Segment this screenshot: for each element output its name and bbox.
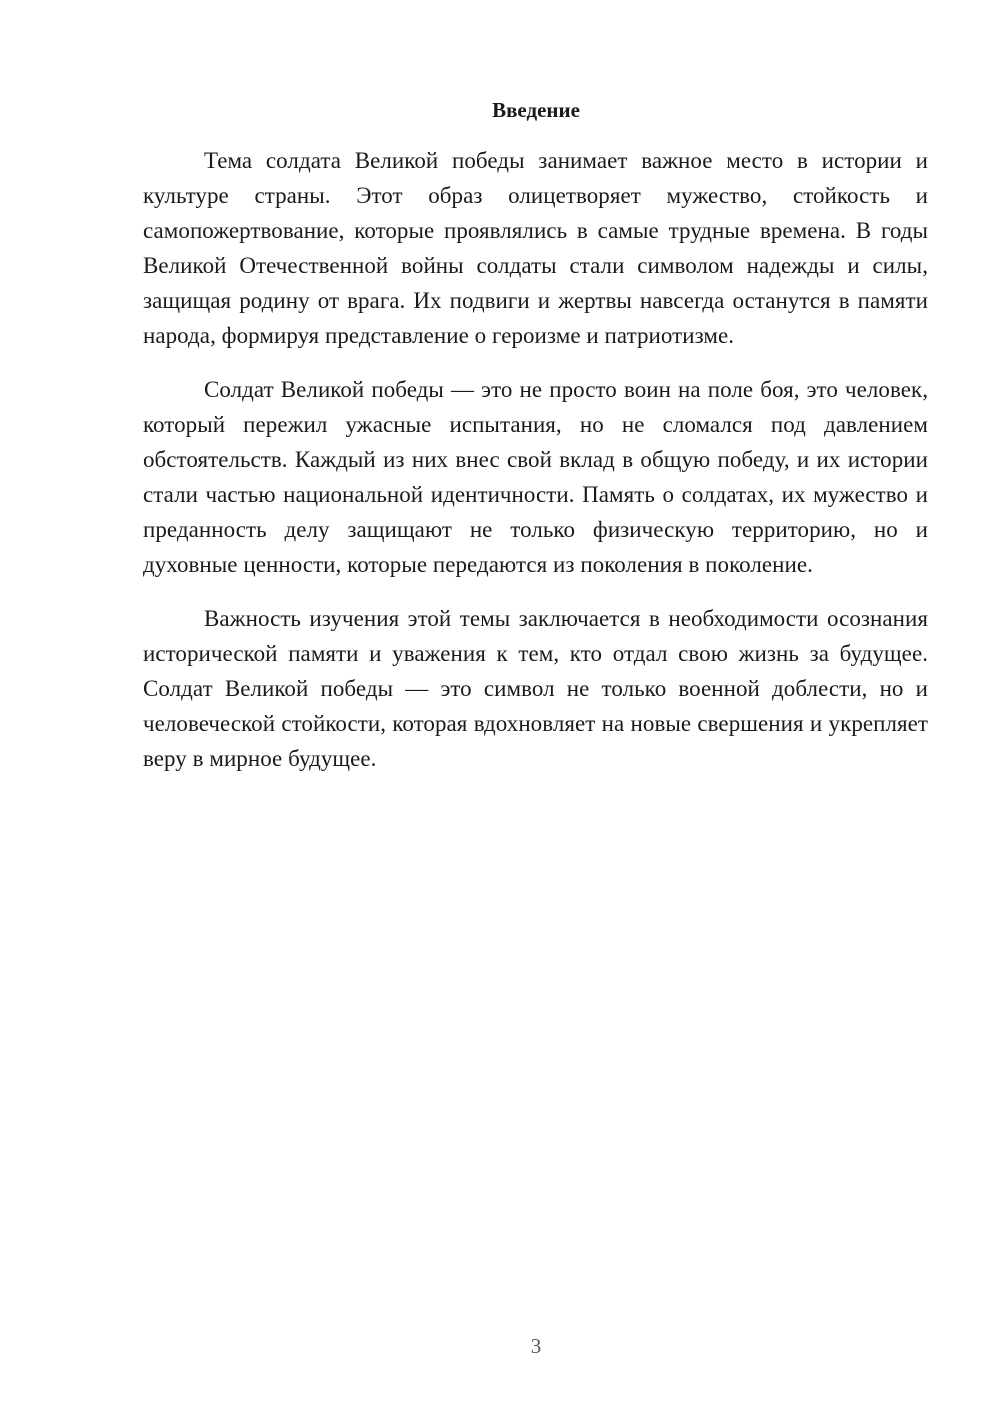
- page-number: 3: [530, 1334, 542, 1358]
- body-text: [143, 143, 928, 795]
- page-title: Введение: [492, 98, 580, 122]
- paragraph-2: Солдат Великой победы — это не просто воин на поле боя, это человек, который пережил ужасные испытания, но не сломался под давлением обстоятельств. Каждый из них внес свой вклад в общую победу, и их истории стали частью национальной идентичности. Память о солдатах, их мужество и преданность делу защищают не только физическую территорию, но и духовные ценности, которые передаются из поколения в поколение.: [143, 377, 928, 577]
- paragraph-3: Важность изучения этой темы заключается в необходимости осознания исторической памяти и уважения к тем, кто отдал свою жизнь за будущее. Солдат Великой победы — это символ не только военной доблести, но и человеческой стойкости, которая вдохновляет на новые свершения и укрепляет веру в мирное будущее.: [143, 606, 928, 771]
- paragraph-1: Тема солдата Великой победы занимает важное место в истории и культуре страны. Этот образ олицетворяет мужество, стойкость и самопожертвование, которые проявлялись в самые трудные времена. В годы Великой Отечественной войны солдаты стали символом надежды и силы, защищая родину от врага. Их подвиги и жертвы навсегда останутся в памяти народа, формируя представление о героизме и патриотизме.: [143, 148, 928, 348]
